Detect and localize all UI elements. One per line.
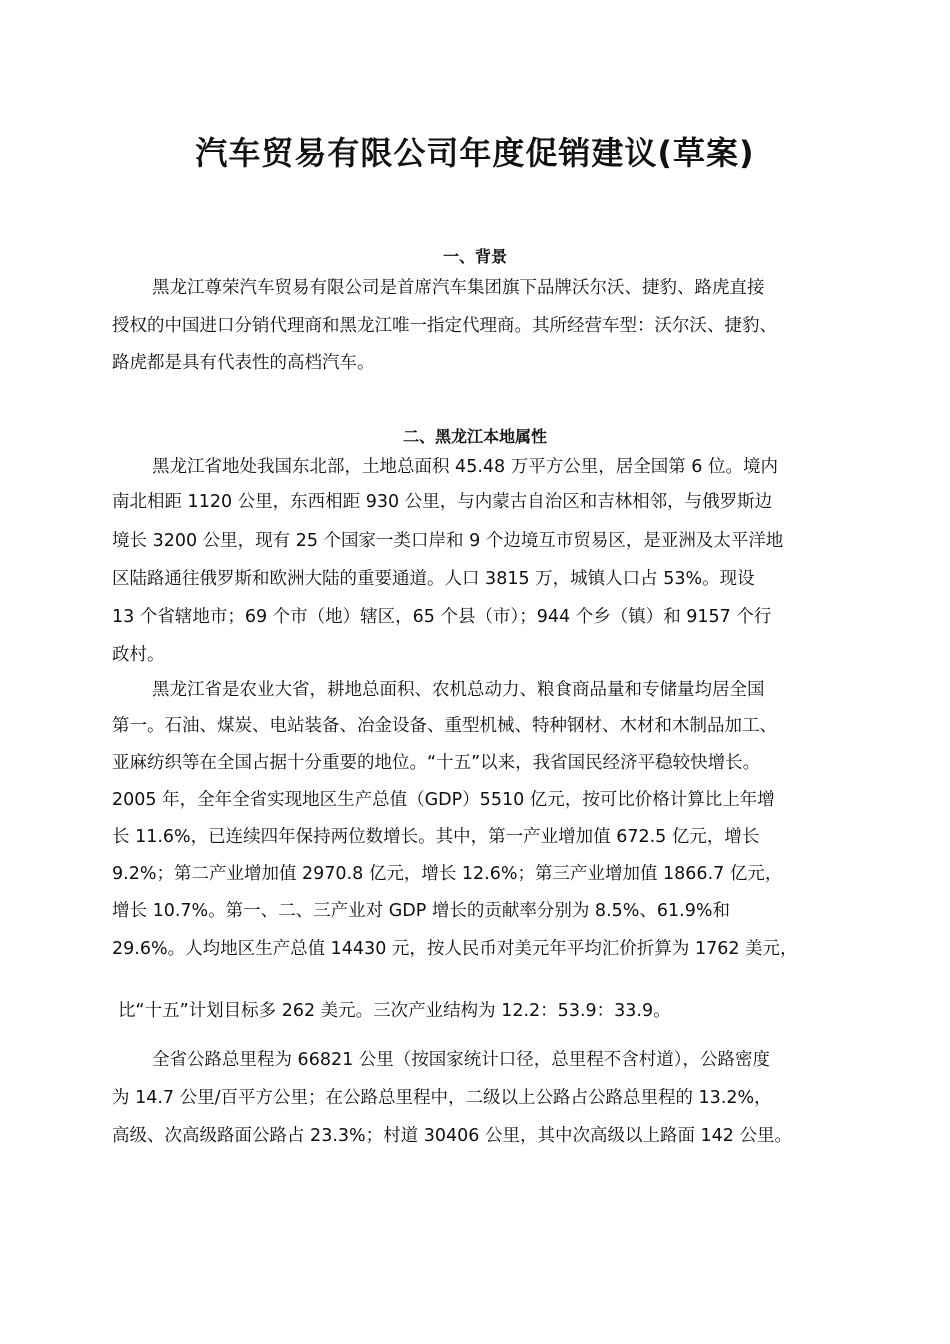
paragraph-line: 第一。石油、煤炭、电站装备、冶金设备、重型机械、特种钢材、木材和木制品加工、 [112,716,777,736]
paragraph-line: 长 11.6%，已连续四年保持两位数增长。其中，第一产业增加值 672.5 亿元，增长 [112,827,760,847]
paragraph-line: 亚麻纺织等在全国占据十分重要的地位。“十五”以来，我省国民经济平稳较快增长。 [112,753,761,773]
paragraph-line: 黑龙江尊荣汽车贸易有限公司是首席汽车集团旗下品牌沃尔沃、捷豹、路虎直接 [152,278,765,298]
paragraph-line: 增长 10.7%。第一、二、三产业对 GDP 增长的贡献率分别为 8.5%、61.9%和 [112,901,730,921]
paragraph-line: 2005 年，全年全省实现地区生产总值（GDP）5510 亿元，按可比价格计算比上年增 [112,790,775,810]
paragraph-line: 13 个省辖地市；69 个市（地）辖区，65 个县（市）；944 个乡（镇）和 9157 个行 [112,607,772,627]
paragraph-line: 政村。 [112,645,165,665]
paragraph-line: 境长 3200 公里，现有 25 个国家一类口岸和 9 个边境互市贸易区，是亚洲及太平洋地 [112,531,784,551]
paragraph-line: 南北相距 1120 公里，东西相距 930 公里，与内蒙古自治区和吉林相邻，与俄罗斯边 [112,492,773,512]
paragraph-line: 29.6%。人均地区生产总值 14430 元，按人民币对美元年平均汇价折算为 1762 美元， [112,939,798,959]
paragraph-line: 黑龙江省地处我国东北部，土地总面积 45.48 万平方公里，居全国第 6 位。境内 [152,457,778,477]
paragraph-line: 区陆路通往俄罗斯和欧洲大陆的重要通道。人口 3815 万，城镇人口占 53%。现设 [112,569,755,589]
paragraph-line: 路虎都是具有代表性的高档汽车。 [112,353,375,373]
section-heading-local-attributes: 二、黑龙江本地属性 [402,427,547,446]
paragraph-line: 为 14.7 公里/百平方公里；在公路总里程中，二级以上公路占公路总里程的 13.2%， [112,1088,772,1108]
section-heading-background: 一、背景 [442,247,507,266]
document-title: 汽车贸易有限公司年度促销建议(草案) [195,134,755,172]
paragraph-line: 9.2%；第二产业增加值 2970.8 亿元，增长 12.6%；第三产业增加值 1866.7 亿元， [112,864,783,884]
paragraph-line: 黑龙江省是农业大省，耕地总面积、农机总动力、粮食商品量和专储量均居全国 [152,680,765,700]
paragraph-line: 授权的中国进口分销代理商和黑龙江唯一指定代理商。其所经营车型：沃尔沃、捷豹、 [112,316,777,336]
paragraph-line: 全省公路总里程为 66821 公里（按国家统计口径，总里程不含村道），公路密度 [152,1050,771,1070]
paragraph-line: 高级、次高级路面公路占 23.3%；村道 30406 公里，其中次高级以上路面 142 公里。 [112,1126,792,1146]
paragraph-line: 比“十五”计划目标多 262 美元。三次产业结构为 12.2：53.9：33.9。 [118,1001,671,1021]
